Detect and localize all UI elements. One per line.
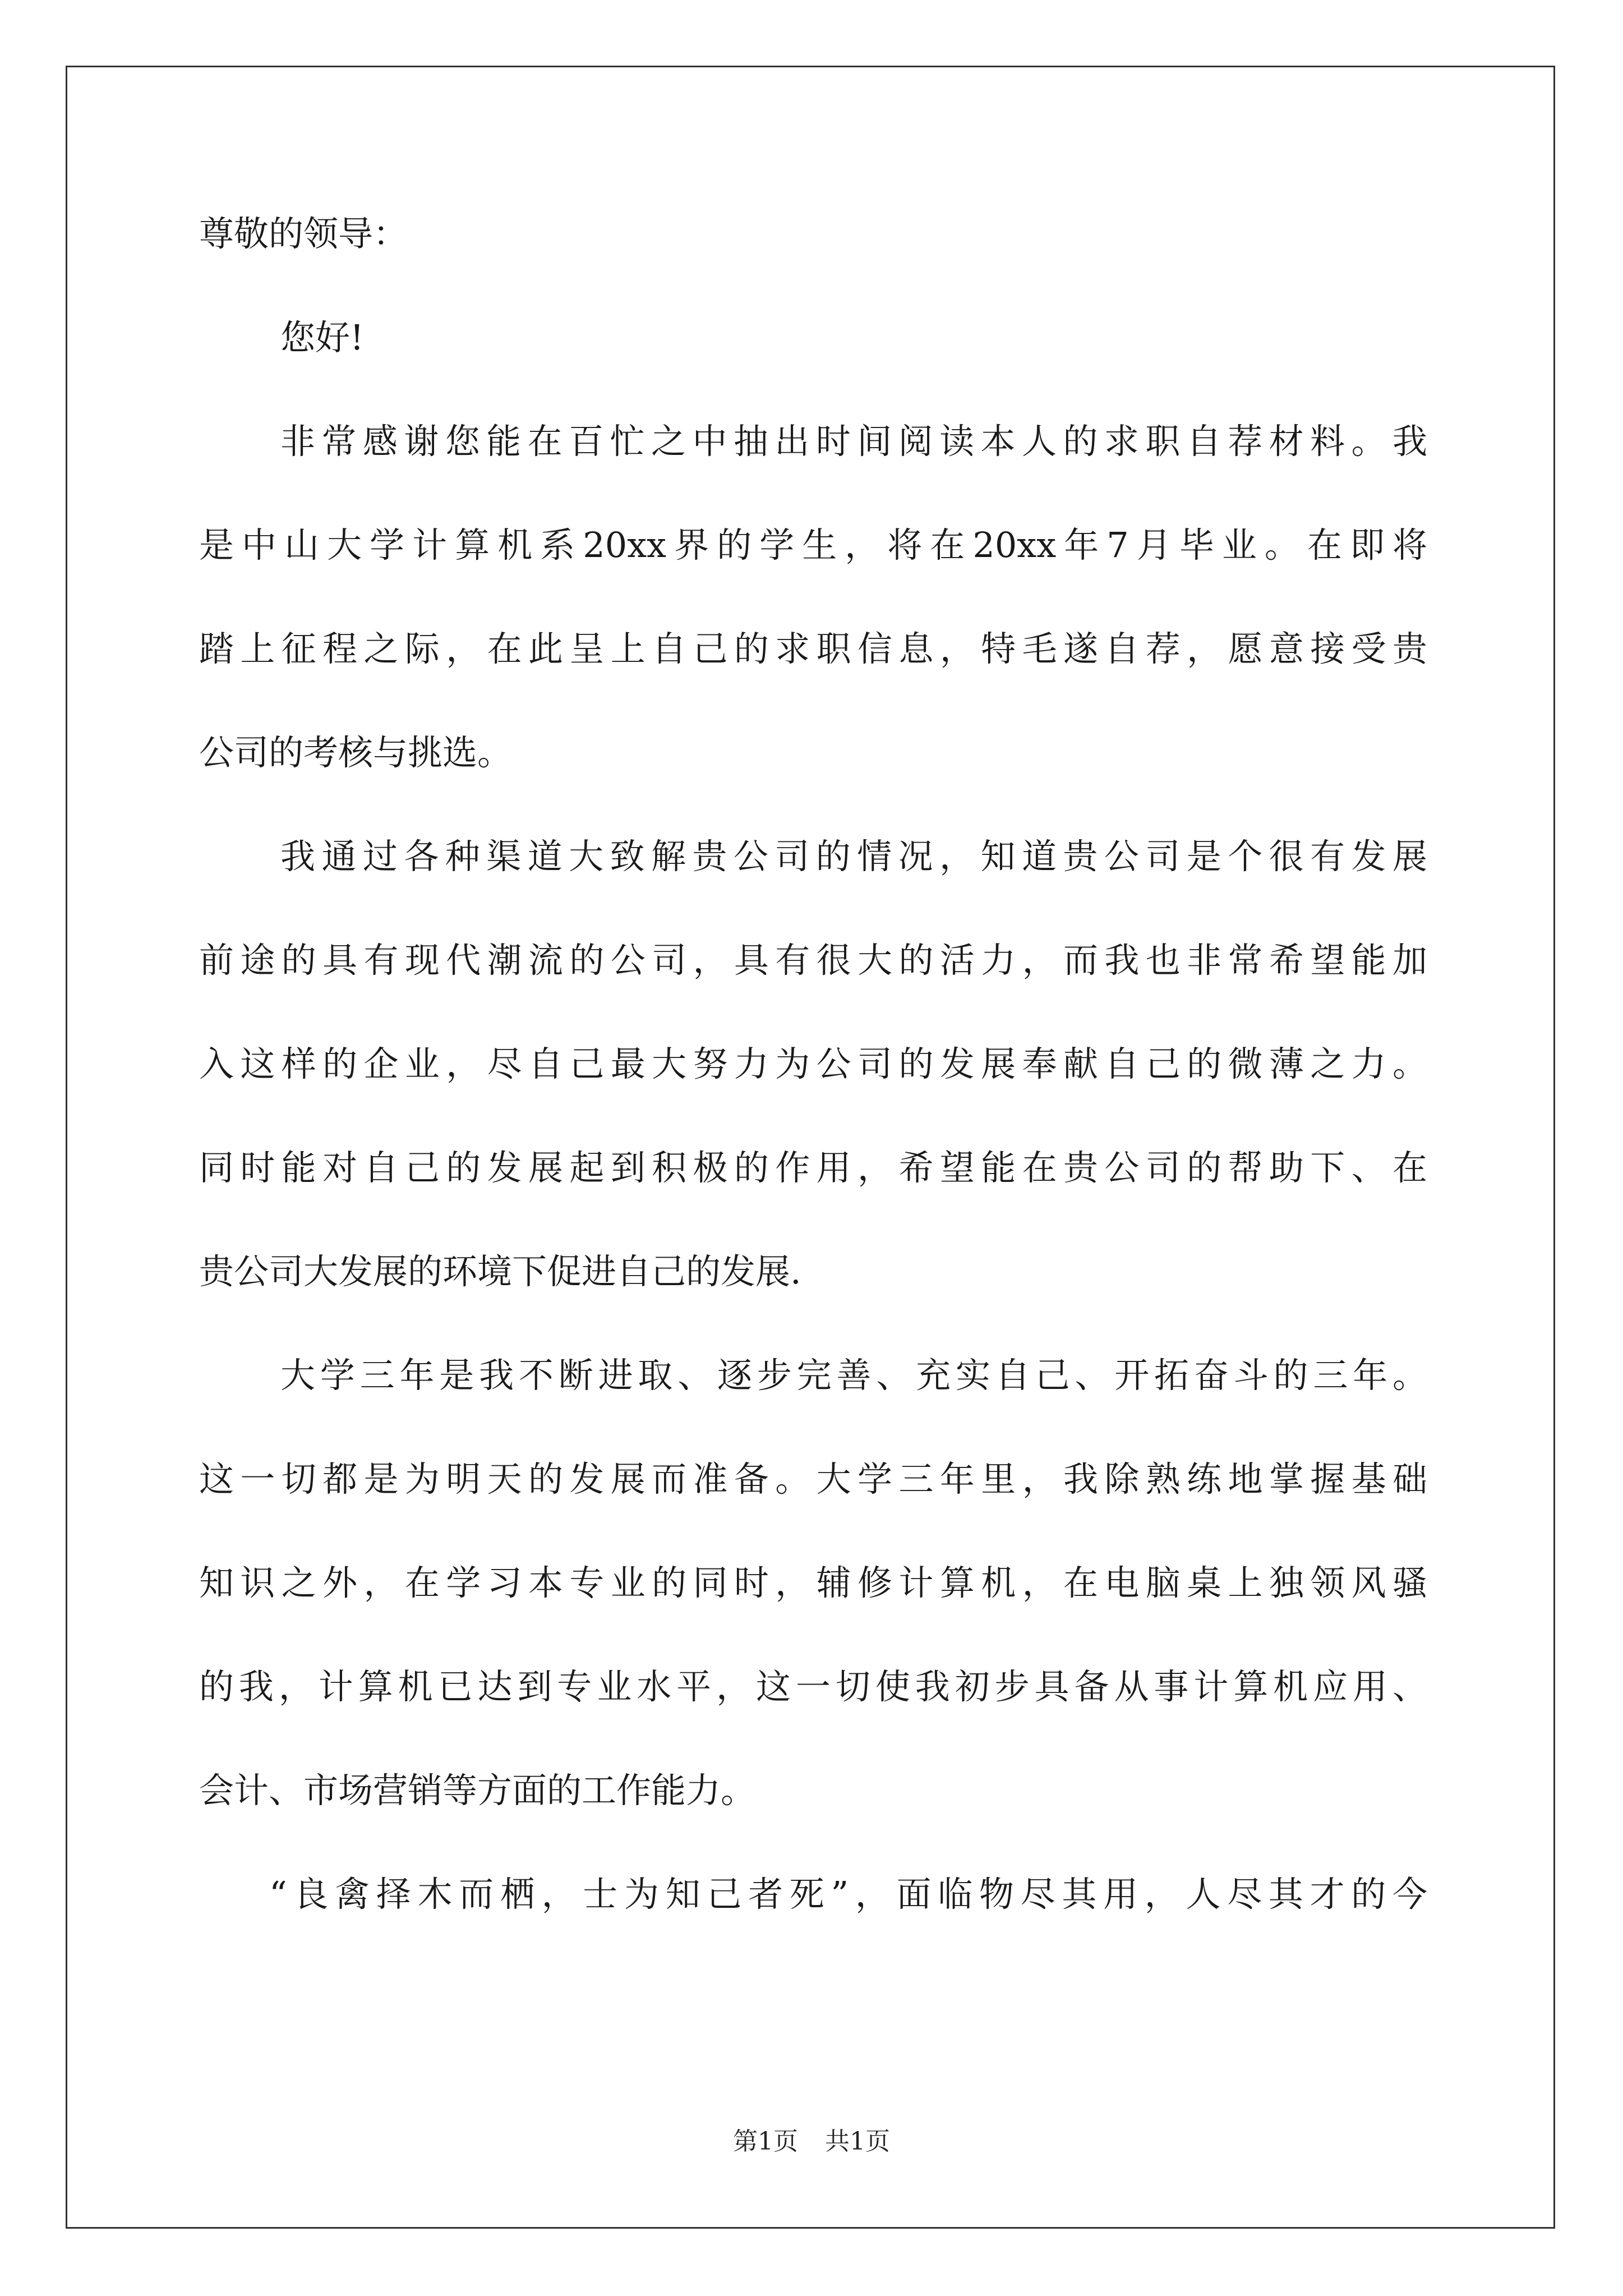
paragraph-line: “良禽择木而栖，士为知己者死”，面临物尽其用，人尽其才的今 — [269, 1874, 1427, 1915]
paragraph-line: 踏上征程之际，在此呈上自己的求职信息，特毛遂自荐，愿意接受贵 — [199, 628, 1427, 669]
paragraph-line: 同时能对自己的发展起到积极的作用，希望能在贵公司的帮助下、在 — [199, 1147, 1427, 1188]
paragraph-line: 非常感谢您能在百忙之中抽出时间阅读本人的求职自荐材料。我 — [280, 421, 1427, 462]
paragraph-line: 入这样的企业，尽自己最大努力为公司的发展奉献自己的微薄之力。 — [199, 1043, 1427, 1084]
paragraph-line: 贵公司大发展的环境下促进自己的发展. — [199, 1251, 801, 1292]
paragraph-line: 公司的考核与挑选。 — [199, 732, 513, 773]
page-footer — [0, 2125, 1623, 2159]
paragraph-line: 会计、市场营销等方面的工作能力。 — [199, 1770, 756, 1811]
greeting: 您好! — [280, 317, 364, 358]
page-number: 第1页 — [733, 2127, 798, 2156]
paragraph-line: 我通过各种渠道大致解贵公司的情况，知道贵公司是个很有发展 — [280, 836, 1427, 877]
page-total: 共1页 — [825, 2127, 890, 2156]
salutation: 尊敬的领导： — [199, 213, 408, 254]
paragraph-line: 的我，计算机已达到专业水平，这一切使我初步具备从事计算机应用、 — [199, 1666, 1427, 1707]
paragraph-line: 大学三年是我不断进取、逐步完善、充实自己、开拓奋斗的三年。 — [280, 1355, 1427, 1396]
paragraph-line: 前途的具有现代潮流的公司，具有很大的活力，而我也非常希望能加 — [199, 940, 1427, 981]
paragraph-line: 知识之外，在学习本专业的同时，辅修计算机，在电脑桌上独领风骚 — [199, 1562, 1427, 1603]
paragraph-line: 这一切都是为明天的发展而准备。大学三年里，我除熟练地掌握基础 — [199, 1458, 1427, 1499]
paragraph-line: 是中山大学计算机系20xx界的学生，将在20xx年7月毕业。在即将 — [199, 524, 1427, 565]
